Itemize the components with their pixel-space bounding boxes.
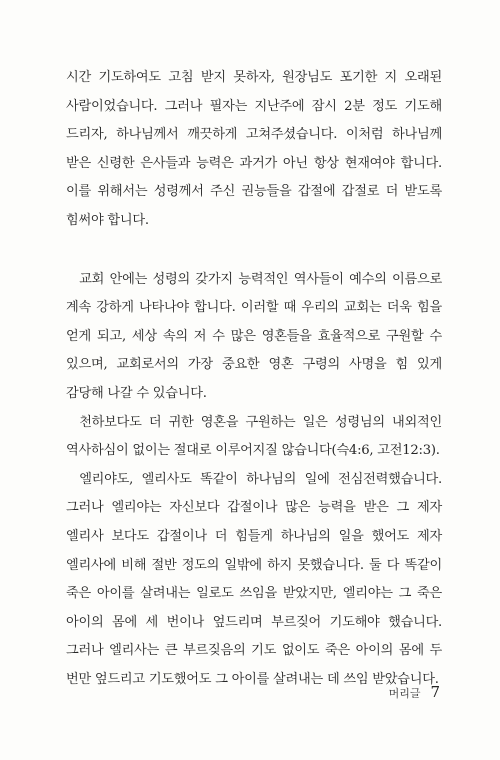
page-footer (389, 683, 440, 701)
paragraph-3: 천하보다도 더 귀한 영혼을 구원하는 일은 성령님의 내외적인 역사하심이 없이는 절대로 이루어지질 않습니다(슥4:6, 고전12:3). (66, 414, 442, 459)
page-number: 7 (430, 683, 440, 701)
running-footer-title: 머리글 (388, 687, 421, 700)
paragraph-2: 교회 안에는 성령의 갖가지 능력적인 역사들이 예수의 이름으로 계속 강하게 나타나야 합니다. 이러할 때 우리의 교회는 더욱 힘을 얻게 되고, 세상 속의 저 수 많은 영혼들을 효율적으로 구원할 수 있으며, 교회로서의 가장 중요한 영혼 구령의 사명을 힘 있게 감당해 나갈 수 있습니다. (66, 271, 442, 401)
paragraph-4: 엘리야도, 엘리사도 똑같이 하나님의 일에 전심전력했습니다. 그러나 엘리야는 자신보다 갑절이나 많은 능력을 받은 그 제자 엘리사 보다도 갑절이나 더 힘들게 하나님의 일을 했어도 제자 엘리사에 비해 절반 정도의 일밖에 하지 못했습니다. 둘 다 똑같이 죽은 아이를 살려내는 일로도 쓰임을 받았지만, 엘리야는 그 죽은 아이의 몸에 세 번이나 엎드리며 부르짖어 기도해야 했습니다. 그러나 엘리사는 큰 부르짖음의 기도 없이도 죽은 아이의 몸에 두 번만 엎드리고 기도했어도 그 아이를 살려내는 데 쓰임 받았습니다. (66, 471, 442, 687)
paragraph-1: 시간 기도하여도 고침 받지 못하자, 원장님도 포기한 지 오래된 사람이었습니다. 그러나 필자는 지난주에 잠시 2분 정도 기도해 드리자, 하나님께서 깨끗하게 고쳐주셨습니다. 이처럼 하나님께 받은 신령한 은사들과 능력은 과거가 아닌 항상 현재여야 합니다. 이를 위해서는 성령께서 주신 권능들을 갑절에 갑절로 더 받도록 힘써야 합니다. (66, 70, 442, 228)
body-text (66, 64, 442, 694)
